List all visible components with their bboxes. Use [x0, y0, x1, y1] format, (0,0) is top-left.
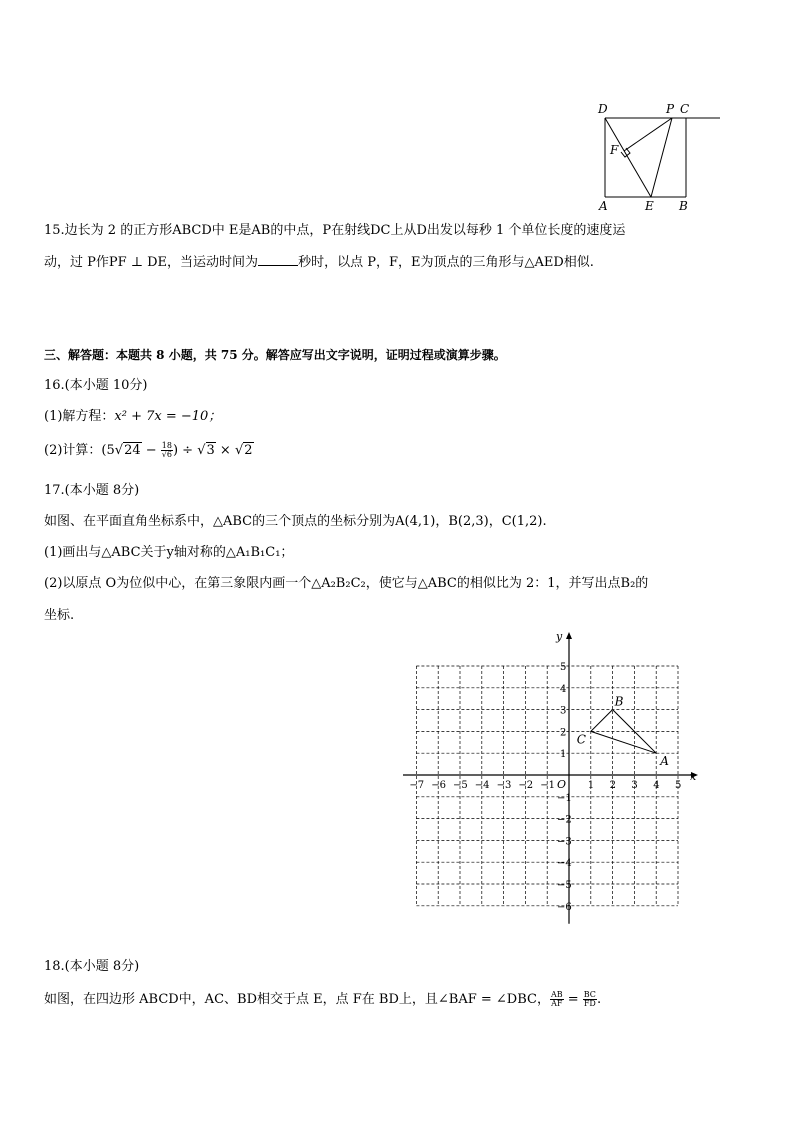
sqrt-sign-2: √ [197, 443, 206, 458]
radicand-1: 24 [124, 443, 141, 458]
label-f: F [610, 143, 619, 157]
vertex-label-a: A [660, 754, 669, 769]
label-a: A [599, 199, 608, 213]
y-tick-label: −1 [557, 792, 572, 804]
y-tick-label: −5 [557, 880, 572, 891]
y-tick-label: 5 [560, 662, 567, 673]
segment-de [605, 118, 651, 197]
q17-intro: 如图、在平面直角坐标系中，△ABC的三个顶点的坐标分别为A(4,1)，B(2,3)，C(1,2). [44, 514, 547, 529]
q15-square-figure [590, 96, 730, 216]
equals-sign: = [563, 992, 583, 1007]
radicand-2: 3 [206, 443, 215, 458]
q16-part1 [44, 407, 221, 427]
coordinate-grid [395, 628, 715, 928]
frac-num: AB [550, 990, 563, 999]
y-axis-label: y [556, 630, 563, 643]
q16-part2-label: (2)计算： [44, 443, 102, 458]
q15-line2 [44, 253, 594, 273]
y-axis-arrow [566, 632, 572, 639]
q16-part2 [44, 441, 254, 461]
fraction-bc-fd [583, 991, 597, 1008]
fraction-18-sqrt6 [161, 442, 173, 459]
fraction-ab-af [550, 991, 564, 1008]
q18-title: 18.(本小题 8分) [44, 959, 140, 974]
y-tick-label: −6 [557, 901, 572, 913]
sqrt-sign-1: √ [114, 443, 124, 458]
expr-times: × [215, 443, 235, 458]
x-tick-label: −5 [453, 780, 468, 791]
q18-text [44, 990, 601, 1010]
x-axis-label: x [690, 770, 697, 783]
label-b: B [679, 199, 688, 213]
sqrt-sign-3: √ [234, 443, 244, 458]
expr-minus: − [141, 443, 161, 458]
x-tick-label: −6 [431, 780, 446, 791]
expr-div: ) ÷ [172, 443, 198, 458]
x-tick-label: −3 [496, 780, 512, 791]
section3-heading: 三、解答题：本题共 8 小题，共 75 分。解答应写出文字说明，证明过程或演算步骤。 [44, 348, 506, 362]
vertex-label-b: B [614, 694, 624, 709]
q17-part1: (1)画出与△ABC关于y轴对称的△A₁B₁C₁； [44, 545, 294, 560]
answer-blank[interactable] [258, 253, 298, 266]
x-tick-label: 5 [675, 780, 682, 791]
period: . [596, 992, 602, 1007]
x-tick-label: 2 [609, 780, 616, 791]
frac-den: AF [551, 999, 563, 1008]
label-p: P [666, 102, 675, 116]
x-tick-label: 3 [631, 780, 638, 791]
x-tick-label: −1 [540, 780, 555, 791]
q15-line2-start: 动，过 P作PF ⊥ DE，当运动时间为 [44, 255, 259, 270]
label-c: C [680, 102, 690, 116]
label-e: E [645, 199, 654, 213]
frac-num: 18 [161, 441, 172, 450]
y-tick-label: 4 [560, 683, 567, 695]
y-tick-label: 3 [560, 705, 567, 717]
radicand-3: 2 [244, 443, 253, 458]
x-tick-label: −4 [474, 780, 490, 791]
vertex-label-c: C [576, 732, 586, 747]
y-tick-label: 1 [560, 749, 567, 761]
y-tick-label: −3 [557, 836, 572, 848]
x-tick-label: −7 [409, 780, 425, 791]
q17-part2: (2)以原点 O为位似中心，在第三象限内画一个△A₂B₂C₂，使它与△ABC的相似比为 2：1，并写出点B₂的 [44, 576, 649, 591]
q17-title: 17.(本小题 8分) [44, 483, 140, 498]
x-tick-label: 1 [587, 780, 595, 791]
expr-open: (5 [101, 443, 115, 458]
x-tick-label: −2 [518, 780, 534, 791]
q16-title: 16.(本小题 10分) [44, 378, 148, 393]
q18-statement: 如图，在四边形 ABCD中，AC、BD相交于点 E，点 F在 BD上，且∠BAF = ∠DBC， [44, 992, 550, 1007]
y-tick-label: −2 [557, 814, 572, 826]
frac-den: FD [583, 999, 596, 1008]
frac-num: BC [583, 990, 596, 999]
q17-part2-cont: 坐标. [44, 608, 75, 623]
q16-part1-label: (1)解方程： [44, 409, 115, 424]
y-tick-label: 2 [560, 727, 567, 739]
label-d: D [598, 102, 608, 116]
q16-equation: x² + 7x = −10； [114, 409, 222, 424]
x-tick-label: 4 [653, 780, 660, 791]
q15-line1: 15.边长为 2 的正方形ABCD中 E是AB的中点，P在射线DC上从D出发以每秒 1 个单位长度的速度运 [44, 223, 626, 238]
y-tick-label: −4 [557, 858, 572, 870]
origin-label: O [557, 778, 567, 791]
q15-line2-end: 秒时，以点 P，F，E为顶点的三角形与△AED相似. [298, 255, 594, 270]
frac-den: √6 [161, 450, 172, 459]
